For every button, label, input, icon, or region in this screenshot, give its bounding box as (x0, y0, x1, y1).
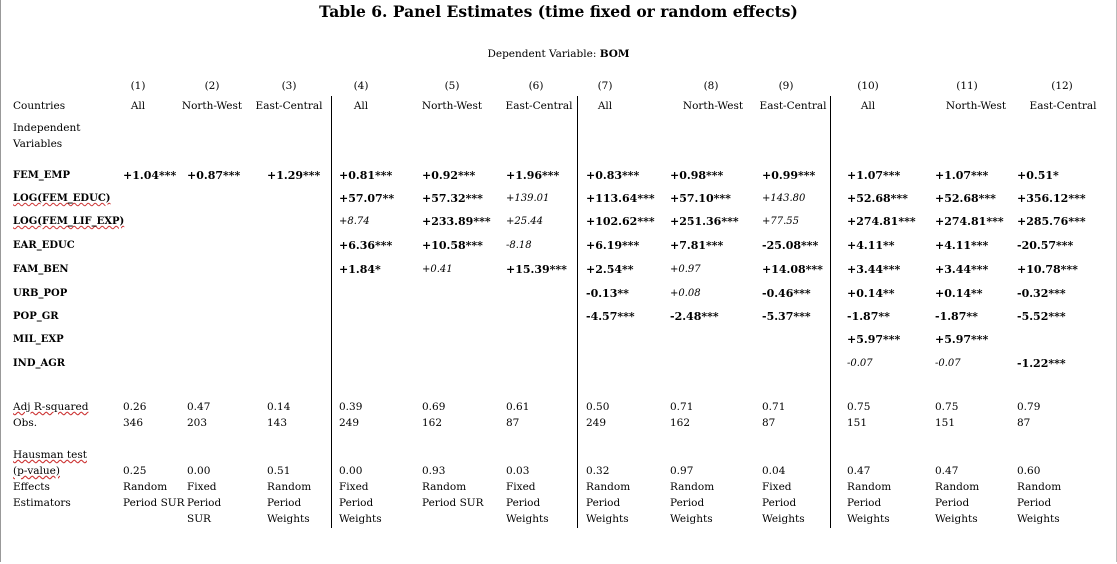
table-title: Table 6. Panel Estimates (time fixed or random effects) (319, 2, 798, 21)
coefficient-cell: -20.57*** (1017, 239, 1074, 252)
estimator-value: Weights (267, 513, 310, 525)
coefficient-cell: +0.41 (422, 264, 453, 275)
estimator-value: Weights (506, 513, 549, 525)
column-divider (577, 96, 578, 528)
column-region: North-West (421, 100, 483, 112)
obs-value: 249 (339, 417, 360, 429)
effects-value: Fixed (187, 481, 217, 493)
variable-name: FEM_EMP (13, 170, 71, 181)
column-number: (1) (130, 80, 146, 92)
coefficient-cell: +285.76*** (1017, 215, 1086, 228)
countries-label: Countries (13, 100, 66, 112)
coefficient-cell: +8.74 (339, 216, 370, 227)
variable-name: URB_POP (13, 288, 68, 299)
coefficient-cell: +274.81*** (847, 215, 916, 228)
coefficient-cell: -1.87** (935, 310, 978, 323)
column-region: North-West (682, 100, 744, 112)
column-region: North-West (945, 100, 1007, 112)
estimator-value: Weights (670, 513, 713, 525)
variable-name: FAM_BEN (13, 264, 69, 275)
coefficient-cell: +0.92*** (422, 169, 476, 182)
effects-value: Random (123, 481, 168, 493)
obs-value: 87 (506, 417, 520, 429)
coefficient-cell: +4.11** (847, 239, 895, 252)
dependent-variable-label: Dependent Variable: (487, 48, 597, 60)
coefficient-cell: +3.44*** (847, 263, 901, 276)
hausman-value: 0.97 (670, 465, 694, 477)
coefficient-cell: +10.78*** (1017, 263, 1078, 276)
coefficient-cell: +0.97 (670, 264, 701, 275)
coefficient-cell: +0.51* (1017, 169, 1059, 182)
coefficient-cell: +233.89*** (422, 215, 491, 228)
column-region: All (353, 100, 369, 112)
estimator-value: Weights (935, 513, 978, 525)
estimator-value: Period (847, 497, 882, 509)
column-divider (830, 96, 831, 528)
coefficient-cell: +0.87*** (187, 169, 241, 182)
coefficient-cell: -5.37*** (762, 310, 811, 323)
hausman-value: 0.60 (1017, 465, 1041, 477)
coefficient-cell: -0.13** (586, 287, 629, 300)
coefficient-cell: +274.81*** (935, 215, 1004, 228)
coefficient-cell: +1.07*** (847, 169, 901, 182)
obs-value: 162 (422, 417, 443, 429)
adj-r-squared-label: Adj R-squared (13, 401, 89, 413)
coefficient-cell: +5.97*** (847, 333, 901, 346)
estimator-value: Weights (1017, 513, 1060, 525)
estimator-value: SUR (187, 513, 211, 525)
dependent-variable-name: BOM (599, 48, 630, 60)
hausman-value: 0.93 (422, 465, 446, 477)
adj-r-squared-value: 0.14 (267, 401, 291, 413)
effects-value: Random (586, 481, 631, 493)
estimator-value: Period (935, 497, 970, 509)
column-region: All (130, 100, 146, 112)
column-number: (6) (528, 80, 544, 92)
column-region: East-Central (505, 100, 573, 112)
coefficient-cell: +25.44 (506, 216, 544, 227)
coefficient-cell: -8.18 (506, 240, 532, 251)
obs-value: 346 (123, 417, 144, 429)
coefficient-cell: +5.97*** (935, 333, 989, 346)
estimator-value: Weights (762, 513, 805, 525)
column-region: East-Central (1029, 100, 1097, 112)
column-region: All (860, 100, 876, 112)
hausman-value: 0.32 (586, 465, 610, 477)
coefficient-cell: -1.22*** (1017, 357, 1066, 370)
obs-value: 249 (586, 417, 607, 429)
hausman-value: 0.47 (935, 465, 959, 477)
adj-r-squared-value: 0.39 (339, 401, 363, 413)
coefficient-cell: +57.10*** (670, 192, 731, 205)
hausman-value: 0.04 (762, 465, 786, 477)
coefficient-cell: +0.08 (670, 288, 701, 299)
estimator-value: Period (339, 497, 374, 509)
estimators-label: Estimators (13, 497, 71, 509)
column-region: East-Central (759, 100, 827, 112)
adj-r-squared-value: 0.75 (847, 401, 871, 413)
obs-value: 143 (267, 417, 288, 429)
effects-label: Effects (13, 481, 50, 493)
column-number: (8) (703, 80, 719, 92)
coefficient-cell: +0.99*** (762, 169, 816, 182)
variable-name: MIL_EXP (13, 334, 64, 345)
estimator-value: Weights (847, 513, 890, 525)
coefficient-cell: +57.07** (339, 192, 395, 205)
estimator-value: Period (586, 497, 621, 509)
hausman-value: 0.00 (187, 465, 211, 477)
coefficient-cell: +6.19*** (586, 239, 640, 252)
coefficient-cell: +14.08*** (762, 263, 823, 276)
variable-name: LOG(FEM_LIF_EXP) (13, 216, 125, 227)
coefficient-cell: +356.12*** (1017, 192, 1086, 205)
adj-r-squared-value: 0.26 (123, 401, 147, 413)
coefficient-cell: +113.64*** (586, 192, 655, 205)
coefficient-cell: +1.84* (339, 263, 381, 276)
effects-value: Random (847, 481, 892, 493)
column-number: (4) (353, 80, 369, 92)
coefficient-cell: -5.52*** (1017, 310, 1066, 323)
coefficient-cell: +143.80 (762, 193, 806, 204)
coefficient-cell: +0.98*** (670, 169, 724, 182)
coefficient-cell: +2.54** (586, 263, 634, 276)
obs-value: 203 (187, 417, 208, 429)
estimator-value: Period (187, 497, 222, 509)
estimator-value: Weights (339, 513, 382, 525)
coefficient-cell: +139.01 (506, 193, 550, 204)
estimator-value: Period (267, 497, 302, 509)
adj-r-squared-value: 0.75 (935, 401, 959, 413)
column-number: (3) (281, 80, 297, 92)
effects-value: Random (422, 481, 467, 493)
coefficient-cell: -0.07 (935, 358, 961, 369)
column-number: (5) (444, 80, 460, 92)
estimator-value: Period (506, 497, 541, 509)
column-number: (9) (778, 80, 794, 92)
variable-name: LOG(FEM_EDUC) (13, 193, 111, 204)
hausman-value: 0.47 (847, 465, 871, 477)
independent-label: Variables (13, 138, 63, 150)
coefficient-cell: -0.07 (847, 358, 873, 369)
adj-r-squared-value: 0.69 (422, 401, 446, 413)
hausman-value: 0.00 (339, 465, 363, 477)
coefficient-cell: +4.11*** (935, 239, 989, 252)
coefficient-cell: +6.36*** (339, 239, 393, 252)
coefficient-cell: +10.58*** (422, 239, 483, 252)
estimator-value: Weights (586, 513, 629, 525)
estimator-value: Period SUR (123, 497, 185, 509)
column-number: (12) (1051, 80, 1073, 92)
variable-name: EAR_EDUC (13, 240, 75, 251)
coefficient-cell: +57.32*** (422, 192, 483, 205)
effects-value: Fixed (339, 481, 369, 493)
effects-value: Random (935, 481, 980, 493)
coefficient-cell: +7.81*** (670, 239, 724, 252)
obs-value: 151 (935, 417, 956, 429)
column-number: (2) (204, 80, 220, 92)
column-region: North-West (181, 100, 243, 112)
column-number: (10) (857, 80, 879, 92)
column-region: East-Central (255, 100, 323, 112)
obs-value: 87 (1017, 417, 1031, 429)
obs-value: 151 (847, 417, 868, 429)
coefficient-cell: +77.55 (762, 216, 800, 227)
hausman-value: 0.51 (267, 465, 291, 477)
estimator-value: Period (670, 497, 705, 509)
coefficient-cell: +15.39*** (506, 263, 567, 276)
effects-value: Fixed (506, 481, 536, 493)
adj-r-squared-value: 0.50 (586, 401, 610, 413)
hausman-label: (p-value) (13, 465, 60, 477)
dependent-variable-caption (0, 48, 1117, 60)
coefficient-cell: -4.57*** (586, 310, 635, 323)
obs-value: 87 (762, 417, 776, 429)
coefficient-cell: +102.62*** (586, 215, 655, 228)
coefficient-cell: +52.68*** (847, 192, 908, 205)
coefficient-cell: -0.46*** (762, 287, 811, 300)
effects-value: Random (267, 481, 312, 493)
hausman-value: 0.03 (506, 465, 530, 477)
independent-label: Independent (13, 122, 81, 134)
coefficient-cell: -0.32*** (1017, 287, 1066, 300)
estimator-value: Period (762, 497, 797, 509)
column-divider (331, 96, 332, 528)
coefficient-cell: +0.83*** (586, 169, 640, 182)
coefficient-cell: +0.81*** (339, 169, 393, 182)
column-number: (7) (597, 80, 613, 92)
coefficient-cell: +1.29*** (267, 169, 321, 182)
coefficient-cell: -1.87** (847, 310, 890, 323)
hausman-label: Hausman test (13, 449, 87, 461)
coefficient-cell: +1.96*** (506, 169, 560, 182)
effects-value: Random (670, 481, 715, 493)
adj-r-squared-value: 0.61 (506, 401, 530, 413)
adj-r-squared-value: 0.71 (670, 401, 694, 413)
variable-name: POP_GR (13, 311, 59, 322)
coefficient-cell: +52.68*** (935, 192, 996, 205)
coefficient-cell: +1.07*** (935, 169, 989, 182)
adj-r-squared-value: 0.79 (1017, 401, 1041, 413)
column-region: All (597, 100, 613, 112)
estimator-value: Period SUR (422, 497, 484, 509)
coefficient-cell: +251.36*** (670, 215, 739, 228)
obs-value: 162 (670, 417, 691, 429)
coefficient-cell: -2.48*** (670, 310, 719, 323)
adj-r-squared-value: 0.71 (762, 401, 786, 413)
obs-label: Obs. (13, 417, 38, 429)
hausman-value: 0.25 (123, 465, 147, 477)
coefficient-cell: +1.04*** (123, 169, 177, 182)
coefficient-cell: -25.08*** (762, 239, 819, 252)
column-number: (11) (956, 80, 978, 92)
coefficient-cell: +0.14** (847, 287, 895, 300)
effects-value: Fixed (762, 481, 792, 493)
coefficient-cell: +3.44*** (935, 263, 989, 276)
coefficient-cell: +0.14** (935, 287, 983, 300)
effects-value: Random (1017, 481, 1062, 493)
estimator-value: Period (1017, 497, 1052, 509)
adj-r-squared-value: 0.47 (187, 401, 211, 413)
variable-name: IND_AGR (13, 358, 66, 369)
